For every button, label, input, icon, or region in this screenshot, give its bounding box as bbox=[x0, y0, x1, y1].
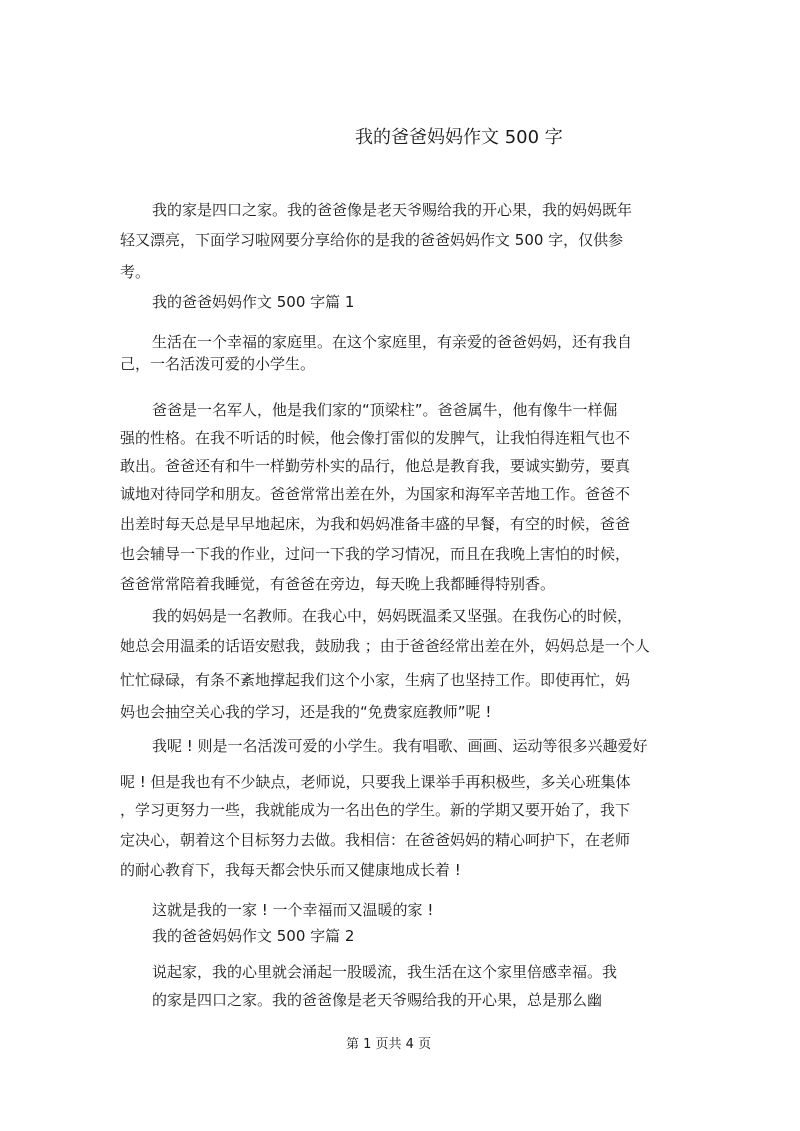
paragraph-line: 诚地对待同学和朋友。爸爸常常出差在外，为国家和海军辛苦地工作。爸爸不 bbox=[120, 485, 631, 503]
paragraph-line: ，学习更努力一些，我就能成为一名出色的学生。新的学期又要开始了，我下 bbox=[120, 801, 631, 819]
intro-line: 轻又漂亮，下面学习啦网要分享给你的是我的爸爸妈妈作文 500 字，仅供参 bbox=[120, 231, 624, 249]
paragraph-line: 她总会用温柔的话语安慰我，鼓励我 ；由于爸爸经常出差在外，妈妈总是一个人 bbox=[120, 637, 650, 655]
paragraph-line: 说起家，我的心里就会涌起一股暖流，我生活在这个家里倍感幸福。我 bbox=[152, 963, 618, 981]
intro-line: 考。 bbox=[120, 263, 151, 281]
paragraph-line: 生活在一个幸福的家庭里。在这个家庭里，有亲爱的爸爸妈妈，还有我自 bbox=[152, 333, 633, 351]
paragraph-line: 敢出。爸爸还有和牛一样勤劳朴实的品行，他总是教育我，要诚实勤劳，要真 bbox=[120, 457, 631, 475]
paragraph-line: 也会辅导一下我的作业，过问一下我的学习情况，而且在我晚上害怕的时候， bbox=[120, 545, 631, 563]
intro-line: 我的家是四口之家。我的爸爸像是老天爷赐给我的开心果，我的妈妈既年 bbox=[152, 201, 633, 219]
paragraph-line: 的耐心教育下，我每天都会快乐而又健康地成长着 ! bbox=[120, 861, 461, 879]
paragraph-line: 出差时每天总是早早地起床，为我和妈妈准备丰盛的早餐，有空的时候，爸爸 bbox=[120, 515, 631, 533]
paragraph-line: 爸爸常常陪着我睡觉，有爸爸在旁边，每天晚上我都睡得特别香。 bbox=[120, 575, 556, 593]
paragraph-line: 爸爸是一名军人，他是我们家的“顶梁柱”。爸爸属牛，他有像牛一样倔 bbox=[152, 401, 618, 419]
paragraph-line: 己，一名活泼可爱的小学生。 bbox=[120, 355, 316, 373]
paragraph-line: 的家是四口之家。我的爸爸像是老天爷赐给我的开心果，总是那么幽 bbox=[152, 991, 603, 1009]
paragraph-line: 定决心，朝着这个目标努力去做。我相信：在爸爸妈妈的精心呵护下，在老师 bbox=[120, 831, 631, 849]
page-number-footer: 第 1 页共 4 页 bbox=[346, 1037, 432, 1052]
paragraph-line: 我的妈妈是一名教师。在我心中，妈妈既温柔又坚强。在我伤心的时候， bbox=[152, 607, 633, 625]
paragraph-line: 这就是我的一家 ! 一个幸福而又温暖的家 ! bbox=[152, 901, 434, 919]
section-heading-2: 我的爸爸妈妈作文 500 字篇 2 bbox=[152, 927, 355, 945]
document-title: 我的爸爸妈妈作文 500 字 bbox=[355, 127, 563, 148]
section-heading-1: 我的爸爸妈妈作文 500 字篇 1 bbox=[152, 293, 355, 311]
paragraph-line: 忙忙碌碌，有条不紊地撑起我们这个小家，生病了也坚持工作。即使再忙，妈 bbox=[120, 671, 631, 689]
paragraph-line: 呢 ! 但是我也有不少缺点，老师说，只要我上课举手再积极些，多关心班集体 bbox=[120, 773, 631, 791]
paragraph-line: 妈也会抽空关心我的学习，还是我的“免费家庭教师”呢 ! bbox=[120, 703, 492, 721]
paragraph-line: 我呢 ! 则是一名活泼可爱的小学生。我有唱歌、画画、运动等很多兴趣爱好 bbox=[152, 737, 648, 755]
paragraph-line: 强的性格。在我不听话的时候，他会像打雷似的发脾气，让我怕得连粗气也不 bbox=[120, 429, 631, 447]
